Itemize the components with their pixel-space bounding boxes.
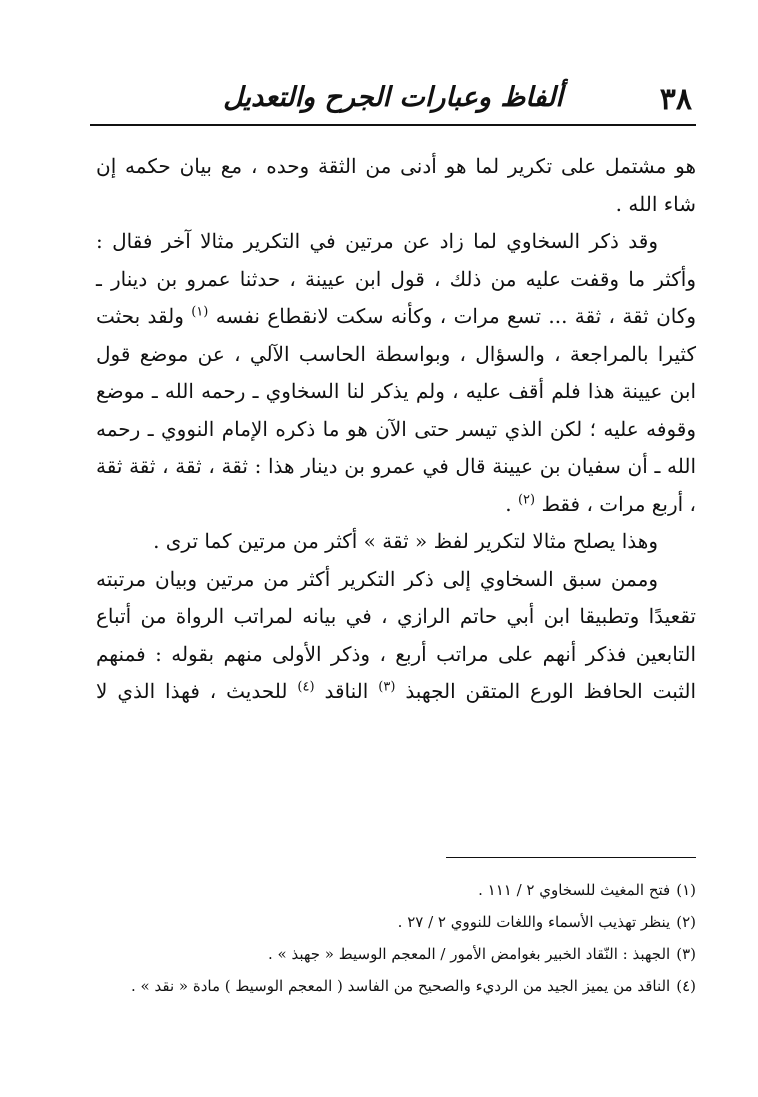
footnote-2-number: (٢) (676, 913, 696, 931)
paragraph-1-line-1 (96, 148, 696, 186)
footnote-1-text: فتح المغيث للسخاوي ٢ / ١١١ . (478, 881, 671, 899)
footnote-1-number: (١) (676, 881, 696, 899)
footnote-3 (96, 938, 696, 970)
page-header (88, 78, 698, 124)
paragraph-4-text-b: الناقد (324, 679, 369, 703)
footnote-4-text: الناقد من يميز الجيد من الرديء والصحيح من الفاسد ( المعجم الوسيط ) مادة « نقد » . (131, 977, 671, 995)
footnote-3-number: (٣) (676, 945, 696, 963)
paragraph-1-line-2: شاء الله . (615, 191, 696, 216)
paragraph-1-line-1-text: هو مشتمل على تكرير لما هو أدنى من الثقة وحده ، مع بيان حكمه إن (96, 154, 696, 178)
footnote-ref-2[interactable]: (٢) (517, 491, 536, 507)
footnote-4-number: (٤) (676, 977, 696, 995)
paragraph-4-text-a: وممن سبق السخاوي إلى ذكر التكرير أكثر من مرتين وبيان مرتبته تقعيدًا وتطبيقا ابن أبي حاتم الرازي ، في بيانه لمراتب الرواة من أتباع التابعين فذكر أنهم على مراتب أربع ، وذكر الأولى منهم بقوله : فمنهم الثبت الحافظ الورع المتقن الجهبذ (96, 566, 697, 703)
footnote-divider (446, 857, 696, 858)
main-text (96, 148, 696, 711)
paragraph-4 (96, 561, 696, 711)
paragraph-3: وهذا يصلح مثالا لتكرير لفظ « ثقة » أكثر من مرتين كما ترى . (153, 529, 658, 553)
page-number: ٣٨ (659, 82, 692, 117)
paragraph-4-text-c: للحديث ، فهذا الذي لا (96, 679, 288, 703)
footnote-ref-1[interactable]: (١) (191, 304, 209, 320)
footnote-1 (96, 874, 696, 906)
footnote-3-text: الجهبذ : النّقاد الخبير بغوامض الأمور / المعجم الوسيط « جهبذ » . (267, 945, 671, 963)
paragraph-2 (96, 223, 696, 523)
footnote-2 (96, 906, 696, 938)
header-divider (90, 124, 696, 126)
footnote-2-text: ينظر تهذيب الأسماء واللغات للنووي ٢ / ٢٧ . (397, 913, 671, 931)
paragraph-2-text-b: ولقد بحثت كثيرا بالمراجعة ، والسؤال ، وبواسطة الحاسب الآلي ، عن موضع قول ابن عيينة هذا فلم أقف عليه ، ولم يذكر لنا السخاوي ـ رحمه الله ـ موضع وقوفه عليه ؛ لكن الذي تيسر حتى الآن هو ما ذكره الإمام النووي ـ رحمه الله ـ أن سفيان بن عيينة قال في عمرو بن دينار هذا : ثقة ، ثقة ، ثقة ثقة ، أربع مرات ، فقط (96, 304, 696, 516)
footnote-ref-3[interactable]: (٣) (378, 679, 396, 695)
footnote-4 (96, 970, 696, 1002)
paragraph-2-end: . (505, 491, 512, 516)
footnote-ref-4[interactable]: (٤) (297, 679, 315, 695)
footnotes (96, 874, 696, 1002)
paragraph-2-text-a: وقد ذكر السخاوي لما زاد عن مرتين في التكرير مثالا آخر فقال : وأكثر ما وقفت عليه من ذلك ، قول ابن عيينة ، حدثنا عمرو بن دينار ـ وكان ثقة ، ثقة ... تسع مرات ، وكأنه سكت لانقطاع نفسه (96, 229, 697, 328)
running-title: ألفاظ وعبارات الجرح والتعديل (223, 82, 563, 113)
